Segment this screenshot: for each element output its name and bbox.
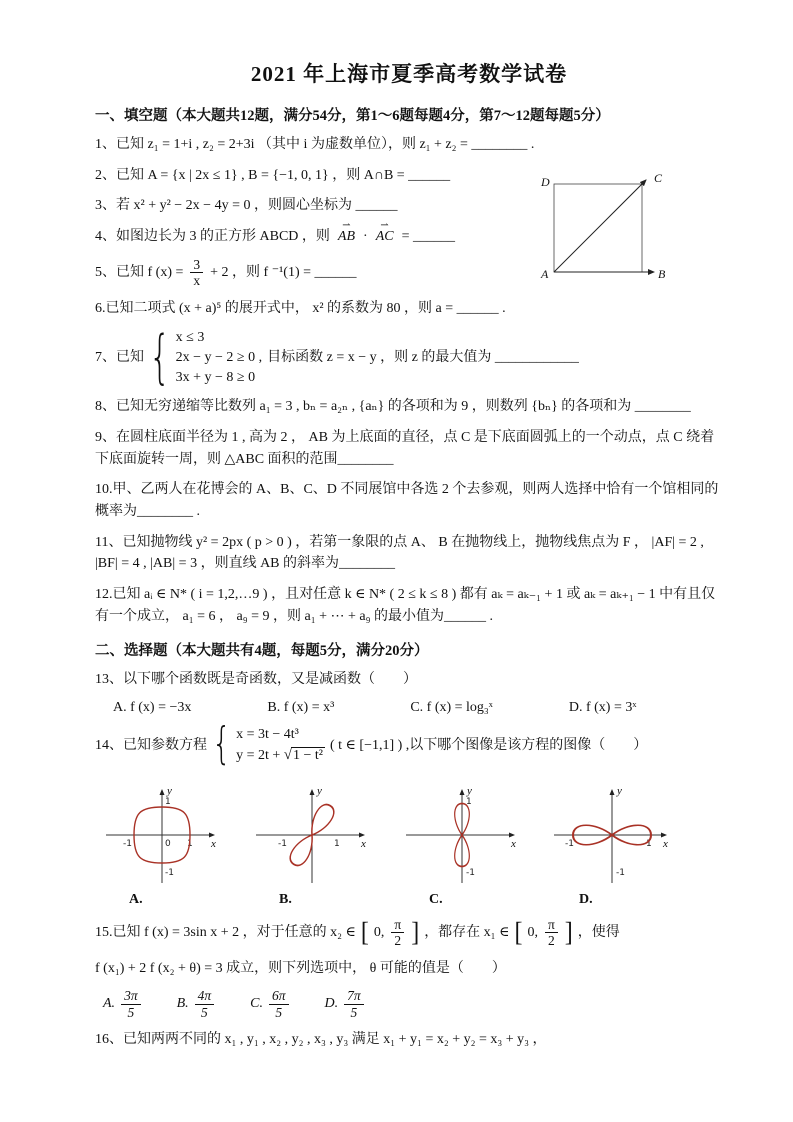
q15-option-c-label: C. (250, 996, 263, 1012)
q13-option-b: B. f (x) = x³ (267, 700, 335, 716)
q5-frac-numerator: 3 (190, 257, 203, 274)
question-10: 10.甲、乙两人在花博会的 A、B、C、D 不同展馆中各选 2 个去参观，则两人选择中恰有一个馆相同的概率为________ . (95, 482, 719, 519)
q15-interval1-fraction (391, 917, 404, 949)
vector-AB: AB ⇀ (338, 226, 355, 248)
graph-a-plot (99, 782, 225, 888)
fraction-denominator: 5 (350, 1004, 358, 1020)
q15-interval1-lower: 0, (373, 924, 385, 940)
fraction-numerator: 6π (269, 988, 289, 1005)
fraction-denominator: 5 (201, 1004, 208, 1020)
question-16: 16、已知两两不同的 x₁ , y₁ , x₂ , y₂ , x₃ , y₃ 满足 x₁ + y₁ = x₂ + y₂ = x₃ + y₃ ， (95, 1032, 547, 1048)
tick-label: -1 (616, 867, 625, 878)
q7-system (176, 328, 262, 387)
graph-option-c (399, 782, 525, 908)
x-axis-label: x (663, 837, 668, 850)
question-1: 1、已知 z₁ = 1+i , z₂ = 2+3i （其中 i 为虚数单位），则 z₁ + z₂ = ________ . (95, 137, 535, 152)
q7-lead: 7、已知 (95, 350, 144, 366)
q15-tail1: ，使得 (577, 924, 620, 940)
graph-option-a (99, 782, 225, 908)
fraction-numerator: 4π (195, 988, 215, 1005)
fraction-denominator: 5 (127, 1004, 135, 1020)
tick-label: -1 (278, 838, 287, 849)
pi-numerator: π (391, 917, 404, 934)
right-bracket: ] (411, 917, 420, 948)
y-axis-label: y (467, 784, 472, 797)
q7-inequality-3: 3x + y − 8 ≥ 0 (175, 369, 256, 385)
q7-tail: 目标函数 z = x − y ，则 z 的最大值为 ____________ (267, 350, 579, 366)
left-bracket: [ (360, 917, 369, 948)
section2-header: 二、选择题（本大题共有4题，每题5分，满分20分） (95, 643, 429, 660)
graph-d-label: D. (579, 891, 593, 907)
q15-option-d (325, 988, 366, 1020)
question-8: 8、已知无穷递缩等比数列 a₁ = 3 , bₙ = a₂ₙ , {aₙ} 的各项和为 9 ，则数列 {bₙ} 的各项和为 ________ (95, 399, 691, 415)
q14-equation-y (236, 745, 325, 766)
graph-a-label: A. (129, 891, 143, 907)
q4-square-figure (536, 168, 670, 297)
y-axis-label: y (617, 784, 622, 797)
q15-lead: 15.已知 f (x) = 3sin x + 2 ，对于任意的 x₂ ∈ (95, 924, 356, 940)
q15-option-d-fraction (344, 988, 364, 1020)
vector-AC: AC ⇀ (376, 226, 394, 248)
question-15-options (103, 988, 723, 1020)
tick-label: 1 (334, 838, 340, 849)
section1-header: 一、填空题（本大题共12题，满分54分，第1～6题每题4分，第7～12题每题5分） (95, 108, 610, 124)
left-bracket: [ (514, 917, 523, 948)
question-3: 3、若 x² + y² − 2x − 4y = 0 ，则圆心坐标为 ______ (95, 198, 398, 214)
tick-label: 1 (646, 838, 652, 849)
question-11: 11、已知抛物线 y² = 2px ( p > 0 ) ，若第一象限的点 A、 B 在抛物线上，抛物线焦点为 F ， |AF| = 2 , |BF| = 4 , |AB| = 3 ，则直线 AB 的斜率为________ (95, 534, 704, 572)
q15-option-b (177, 988, 217, 1020)
q14-lead: 14、已知参数方程 (95, 737, 207, 753)
q7-inequality-2: 2x − y − 2 ≥ 0 , (175, 350, 263, 366)
q14-answer-graphs (99, 782, 723, 908)
q5-fraction (190, 257, 203, 289)
fraction-numerator: 3π (121, 988, 141, 1005)
q14-tail: ( t ∈ [−1,1] ) ,以下哪个图像是该方程的图像（ ） (330, 737, 648, 753)
radical-sign: √ (283, 746, 293, 763)
tick-label: -1 (565, 838, 574, 849)
y-axis-label: y (317, 784, 322, 797)
q4-lead: 4、如图边长为 3 的正方形 ABCD ，则 (95, 229, 330, 245)
x-axis-label: x (211, 837, 216, 850)
q5-frac-denominator: x (193, 273, 201, 289)
q13-option-c: C. f (x) = log₃ˣ (410, 700, 493, 716)
x-axis-label: x (361, 837, 366, 850)
graph-b-plot (249, 782, 375, 888)
question-14 (95, 719, 723, 771)
q15-interval2-lower: 0, (527, 924, 538, 940)
q15-option-d-label: D. (324, 996, 339, 1012)
graph-b-label: B. (279, 891, 292, 907)
q15-option-c-fraction (269, 988, 289, 1020)
question-15-line1 (95, 917, 723, 949)
tick-label: -1 (466, 867, 475, 878)
q15-option-a-fraction (121, 988, 141, 1020)
page-title: 2021 年上海市夏季高考数学试卷 (250, 62, 568, 86)
q13-option-d: D. f (x) = 3ˣ (568, 700, 637, 716)
question-15-line2: f (x₁) + 2 f (x₂ + θ) = 3 成立，则下列选项中， θ 可能的值是（ ） (95, 960, 506, 976)
corner-label-B: B (658, 267, 666, 281)
y-axis-label: y (167, 784, 172, 797)
parametric-brace: { (212, 719, 232, 771)
tick-label: 0 (165, 838, 171, 849)
corner-label-A: A (541, 267, 549, 281)
fraction-denominator: 5 (275, 1004, 283, 1020)
tick-label: 1 (466, 796, 472, 807)
graph-c-plot (399, 782, 525, 888)
tick-label: 1 (187, 838, 193, 849)
q15-interval2-fraction (545, 917, 558, 949)
q15-option-c (250, 988, 290, 1020)
question-12: 12.已知 aᵢ ∈ N* ( i = 1,2,…9 ) ，且对任意 k ∈ N* ( 2 ≤ k ≤ 8 ) 都有 aₖ = aₖ₋₁ + 1 或 aₖ = aₖ₊₁ − 1 中有且仅有一个成立， a₁ = 6 ， a₉ = 9 ，则 a₁ + ⋯ + a₉ 的最小值为______ . (95, 587, 716, 624)
q15-option-a (103, 988, 143, 1020)
q5-lead: 5、已知 f (x) = (95, 264, 184, 280)
question-2: 2、已知 A = {x | 2x ≤ 1} , B = {−1, 0, 1} ，则 A∩B = ______ (95, 167, 451, 183)
q15-option-b-fraction (195, 988, 215, 1020)
pi-numerator: π (545, 917, 558, 934)
graph-d-plot (549, 782, 675, 888)
q14-equation-x: x = 3t − 4t³ (236, 727, 299, 743)
x-axis-label: x (511, 837, 516, 850)
two-denominator: 2 (394, 933, 402, 949)
question-6: 6.已知二项式 (x + a)⁵ 的展开式中， x² 的系数为 80 ，则 a = ______ . (95, 300, 506, 316)
graph-c-label: C. (429, 891, 443, 907)
q15-option-b-label: B. (176, 996, 189, 1012)
diagonal-AC-arrow (554, 180, 646, 272)
question-13-stem: 13、以下哪个函数既是奇函数，又是减函数（ ） (95, 672, 417, 688)
question-7 (95, 323, 723, 392)
tick-label: 1 (165, 796, 171, 807)
q4-dot: · (363, 229, 368, 245)
right-bracket: ] (564, 917, 573, 948)
q7-inequality-1: x ≤ 3 (175, 330, 205, 346)
q13-option-a: A. f (x) = −3x (113, 700, 192, 716)
question-9: 9、在圆柱底面半径为 1 , 高为 2 ， AB 为上底面的直径，点 C 是下底面圆弧上的一个动点，点 C 绕着下底面旋转一周，则 △ABC 面积的范围________ (95, 429, 715, 467)
corner-label-C: C (654, 171, 663, 185)
tick-label: -1 (123, 838, 132, 849)
q15-mid: ，都存在 x₁ ∈ (424, 924, 510, 940)
q14-system (236, 725, 325, 766)
q5-tail: + 2 ，则 f ⁻¹(1) = ______ (210, 264, 357, 280)
two-denominator: 2 (547, 933, 555, 949)
system-brace: { (149, 323, 171, 392)
square-abcd-svg (536, 168, 670, 292)
graph-option-b (249, 782, 375, 908)
corner-label-D: D (541, 175, 550, 189)
tick-label: -1 (165, 867, 174, 878)
q15-option-a-label: A. (103, 996, 116, 1012)
q4-tail: = ______ (401, 229, 455, 245)
graph-option-d (549, 782, 675, 908)
fraction-numerator: 7π (344, 988, 364, 1005)
q14-radicand: 1 − t² (293, 747, 323, 763)
q14-eq-y-pre: y = 2t + (236, 747, 281, 763)
question-13-options (113, 700, 723, 716)
